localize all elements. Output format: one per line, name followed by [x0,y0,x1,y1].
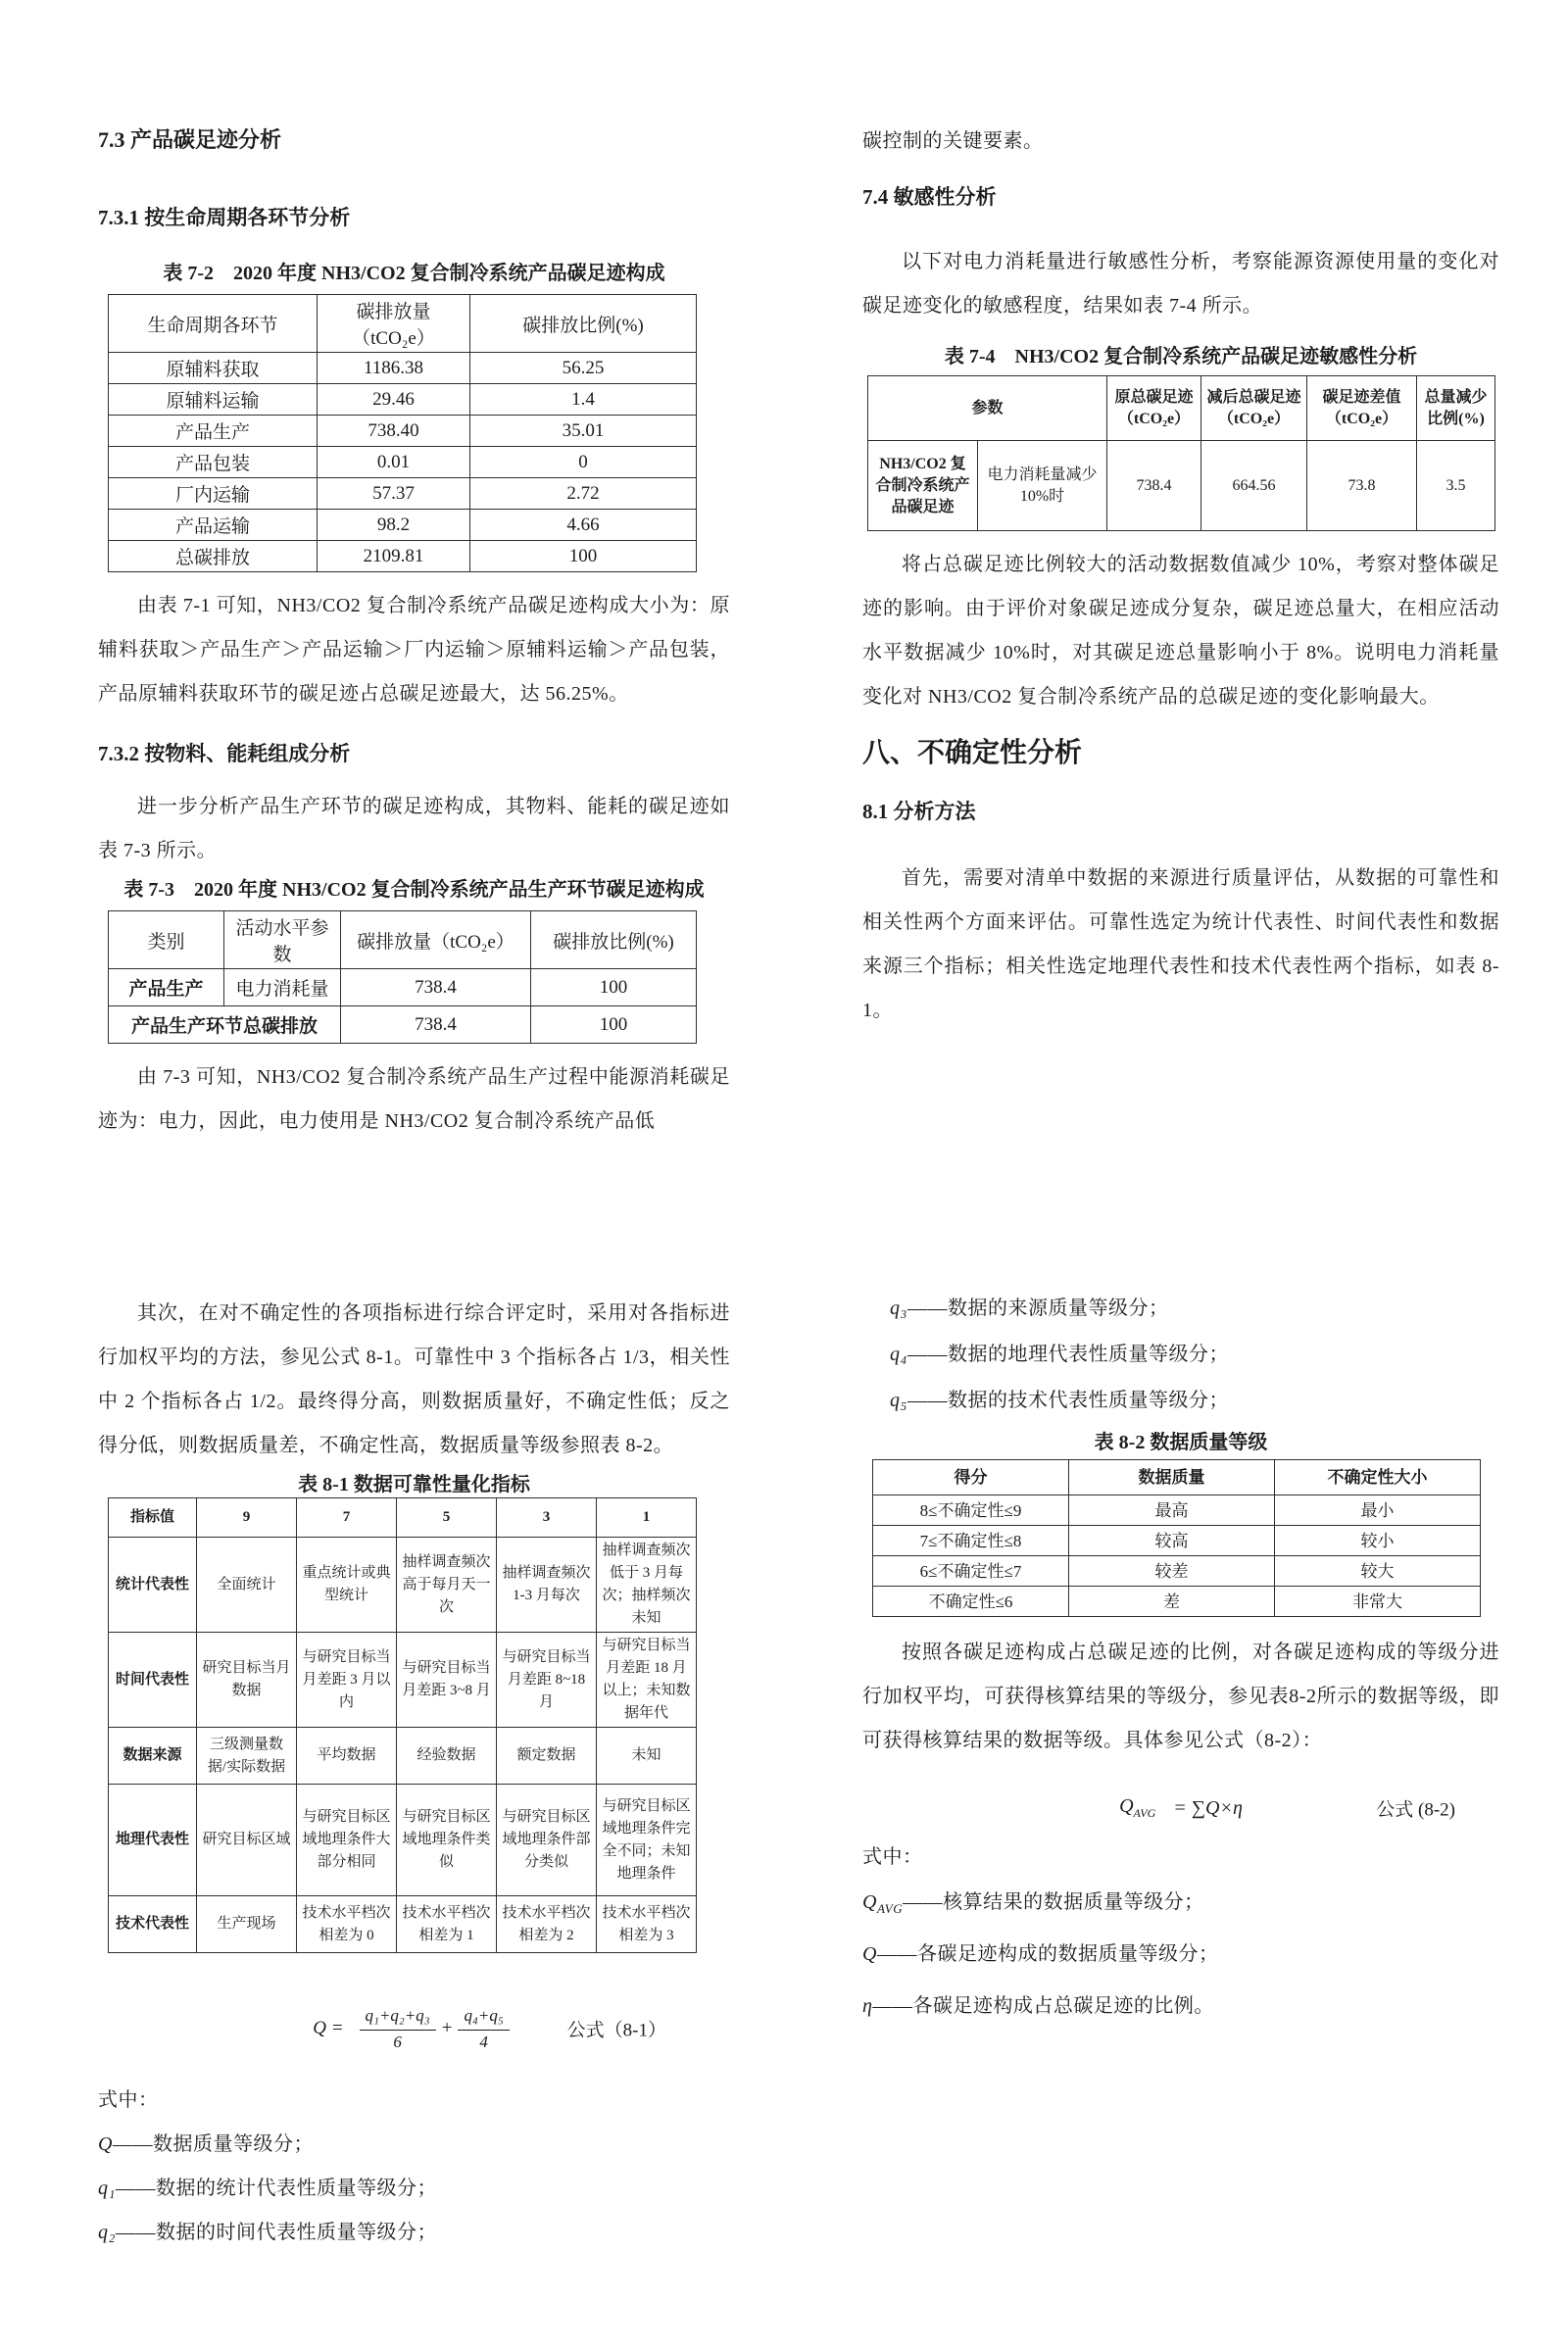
table-row [873,1587,1481,1617]
table-cell: 与研究目标当月差距 3~8 月 [397,1633,497,1728]
column-header: 1 [597,1498,697,1538]
table-cell: 4.66 [470,510,697,541]
table-cell: 抽样调查频次低于 3 月每次；抽样频次未知 [597,1538,697,1633]
table-cell: 1.4 [470,384,697,416]
paragraph: 由 7-3 可知，NH3/CO2 复合制冷系统产品生产过程中能源消耗碳足迹为：电力，因此，电力使用是 NH3/CO2 复合制冷系统产品低 [98,1066,730,1132]
symbol-definition: q₅——数据的技术代表性质量等级分； [890,1390,1229,1411]
table-cell: 电力消耗量减少 10%时 [978,441,1107,531]
table-row [109,1728,697,1785]
column-header: 参数 [868,376,1107,441]
column-header: 指标值 [109,1498,197,1538]
table-cell: 0.01 [318,447,470,478]
section-heading-7-3-1: 7.3.1 按生命周期各环节分析 [98,206,351,229]
table-cell: 2.72 [470,478,697,510]
table-cell: 6≤不确定性≤7 [873,1556,1069,1587]
paragraph-continuation: 碳控制的关键要素。 [862,130,1044,152]
formula-lhs: $Q_{AVG}$ [1119,1795,1156,1820]
table-cell: 2109.81 [318,541,470,572]
section-heading-7-4: 7.4 敏感性分析 [862,185,997,209]
formula-label: 公式 (8-2) [1376,1799,1455,1821]
table-cell: 664.56 [1201,441,1307,531]
table-row [109,1498,697,1538]
section-heading-8-1: 8.1 分析方法 [862,800,976,823]
symbol-definition: q₁——数据的统计代表性质量等级分； [98,2178,437,2199]
table-cell: 产品包装 [109,447,318,478]
table-cell: 额定数据 [497,1728,597,1785]
table-7-3-caption: 表 7-3 2020 年度 NH3/CO2 复合制冷系统产品生产环节碳足迹构成 [123,879,705,901]
table-cell: 738.4 [1107,441,1201,531]
row-header: 数据来源 [109,1728,197,1785]
table-cell: 产品生产 [109,416,318,447]
symbol-definition: $Q_{AVG}——$核算结果的数据质量等级分； [862,1891,1204,1916]
table-row [109,384,697,416]
table-row [109,416,697,447]
table-7-4-caption: 表 7-4 NH3/CO2 复合制冷系统产品碳足迹敏感性分析 [944,346,1418,368]
table-7-4 [867,375,1495,531]
table-row [868,376,1495,441]
table-row [109,447,697,478]
table-cell: 抽样调查频次高于每月天一次 [397,1538,497,1633]
table-row [109,1785,697,1896]
table-row [109,353,697,384]
table-cell: 100 [531,1006,697,1044]
table-8-1-caption: 表 8-1 数据可靠性量化指标 [298,1474,530,1495]
symbol-definition: Q——各碳足迹构成的数据质量等级分； [862,1943,1219,1965]
table-cell: 总碳排放 [109,541,318,572]
table-row [109,969,697,1006]
table-cell: 技术水平档次相差为 2 [497,1896,597,1953]
table-8-1 [108,1497,697,1953]
section-heading-7-3: 7.3 产品碳足迹分析 [98,127,282,152]
table-cell: 生产现场 [197,1896,297,1953]
table-cell: 100 [470,541,697,572]
column-header: 7 [297,1498,397,1538]
table-7-2 [108,294,697,572]
table-row [109,1633,697,1728]
symbol-definition: q₃——数据的来源质量等级分； [890,1298,1169,1319]
column-header: 总量减少比例(%) [1417,376,1495,441]
formula-rhs: = ∑Q×η [1173,1796,1243,1819]
table-cell: 3.5 [1417,441,1495,531]
column-header: 减后总碳足迹（tCO₂e） [1201,376,1307,441]
paragraph: 其次，在对不确定性的各项指标进行综合评定时，采用对各指标进行加权平均的方法，参见公式 8-1。可靠性中 3 个指标各占 1/3，相关性中 2 个指标各占 1/2。最终得分高，则数据质量好，不确定性低；反之得分低，则数据质量差，不确定性高，数据质量等级参照表 8-2。 [98,1302,730,1456]
table-cell: 与研究目标区域地理条件类似 [397,1785,497,1896]
table-cell: 抽样调查频次 1-3 月每次 [497,1538,597,1633]
table-row [109,478,697,510]
table-cell: 较大 [1275,1556,1481,1587]
page-3 [0,1176,784,2352]
table-cell: NH3/CO2 复合制冷系统产品碳足迹 [868,441,978,531]
formula-lhs: Q = [313,2018,344,2038]
table-cell: 与研究目标当月差距 18 月以上；未知数据年代 [597,1633,697,1728]
table-cell: 738.4 [341,969,531,1006]
paragraph: 进一步分析产品生产环节的碳足迹构成，其物料、能耗的碳足迹如表 7-3 所示。 [98,796,730,861]
table-cell: 98.2 [318,510,470,541]
row-header: 地理代表性 [109,1785,197,1896]
table-cell: 三级测量数据/实际数据 [197,1728,297,1785]
table-cell: 产品生产 [109,969,224,1006]
column-header: 碳足迹差值（tCO₂e） [1307,376,1417,441]
table-row [868,441,1495,531]
table-row [873,1556,1481,1587]
table-cell: 56.25 [470,353,697,384]
table-cell: 电力消耗量 [224,969,341,1006]
row-header: 统计代表性 [109,1538,197,1633]
table-row [873,1460,1481,1495]
column-header: 碳排放量（tCO₂e） [341,911,531,969]
table-cell: 与研究目标当月差距 3 月以内 [297,1633,397,1728]
row-header: 时间代表性 [109,1633,197,1728]
fraction: $\frac{\text{q₄+q₅}}{4}$ [458,2004,509,2054]
table-cell: 100 [531,969,697,1006]
table-row [109,1006,697,1044]
symbol-definition: q₂——数据的时间代表性质量等级分； [98,2222,437,2243]
column-header: 数据质量 [1069,1460,1275,1495]
column-header: 原总碳足迹（tCO₂e） [1107,376,1201,441]
table-row [109,510,697,541]
column-header: 3 [497,1498,597,1538]
table-cell: 差 [1069,1587,1275,1617]
table-cell: 技术水平档次相差为 1 [397,1896,497,1953]
table-cell: 研究目标区域 [197,1785,297,1896]
table-cell: 与研究目标区域地理条件完全不同；未知地理条件 [597,1785,697,1896]
table-cell: 29.46 [318,384,470,416]
table-cell: 较小 [1275,1526,1481,1556]
table-cell: 未知 [597,1728,697,1785]
table-cell: 1186.38 [318,353,470,384]
column-header: 9 [197,1498,297,1538]
table-cell: 8≤不确定性≤9 [873,1495,1069,1526]
section-heading-7-3-2: 7.3.2 按物料、能耗组成分析 [98,742,351,765]
symbol-definition: η——各碳足迹构成占总碳足迹的比例。 [862,1995,1214,2017]
table-cell: 57.37 [318,478,470,510]
page-4 [784,1176,1568,2352]
table-cell: 产品生产环节总碳排放 [109,1006,341,1044]
column-header: 不确定性大小 [1275,1460,1481,1495]
table-cell: 技术水平档次相差为 3 [597,1896,697,1953]
chapter-heading-8: 八、不确定性分析 [862,738,1083,768]
table-cell: 与研究目标区域地理条件部分类似 [497,1785,597,1896]
column-header: 碳排放比例(%) [531,911,697,969]
table-cell: 73.8 [1307,441,1417,531]
table-row [873,1526,1481,1556]
table-cell: 738.40 [318,416,470,447]
table-cell: 较高 [1069,1526,1275,1556]
table-cell: 原辅料运输 [109,384,318,416]
table-cell: 与研究目标区域地理条件大部分相同 [297,1785,397,1896]
table-row [109,1538,697,1633]
table-cell: 平均数据 [297,1728,397,1785]
table-cell: 重点统计或典型统计 [297,1538,397,1633]
table-cell: 经验数据 [397,1728,497,1785]
table-cell: 7≤不确定性≤8 [873,1526,1069,1556]
symbol-definition: Q——数据质量等级分； [98,2133,314,2155]
table-cell: 较差 [1069,1556,1275,1587]
table-cell: 35.01 [470,416,697,447]
paragraph: 首先，需要对清单中数据的来源进行质量评估，从数据的可靠性和相关性两个方面来评估。可靠性选定为统计代表性、时间代表性和数据来源三个指标；相关性选定地理代表性和技术代表性两个指标，如表 8-1。 [862,867,1499,1021]
table-cell: 最小 [1275,1495,1481,1526]
table-cell: 技术水平档次相差为 0 [297,1896,397,1953]
column-header: 类别 [109,911,224,969]
formula-8-1: Q = $\frac{\text{q₁+q₂+q₃}}{6}$ + $\frac{\text{q₄+q₅}}{4}$ 公式（8-1） [98,1992,730,2065]
table-cell: 厂内运输 [109,478,318,510]
column-header: 得分 [873,1460,1069,1495]
paragraph: 以下对电力消耗量进行敏感性分析，考察能源资源使用量的变化对碳足迹变化的敏感程度，结果如表 7-4 所示。 [862,251,1499,317]
table-cell: 全面统计 [197,1538,297,1633]
column-header: 碳排放比例(%) [470,295,697,353]
table-row [109,911,697,969]
fraction: $\frac{\text{q₁+q₂+q₃}}{6}$ [360,2004,436,2054]
formula-label: 公式（8-1） [566,2020,666,2041]
row-header: 技术代表性 [109,1896,197,1953]
formula-where-label: 式中： [862,1846,923,1868]
table-cell: 与研究目标当月差距 8~18 月 [497,1633,597,1728]
paragraph: 将占总碳足迹比例较大的活动数据数值减少 10%，考察对整体碳足迹的影响。由于评价对象碳足迹成分复杂，碳足迹总量大，在相应活动水平数据减少 10%时，对其碳足迹总量影响小于 8%。说明电力消耗量变化对 NH3/CO2 复合制冷系统产品的总碳足迹的变化影响最大。 [862,554,1499,708]
table-row [109,295,697,353]
table-cell: 738.4 [341,1006,531,1044]
table-cell: 不确定性≤6 [873,1587,1069,1617]
paragraph: 由表 7-1 可知，NH3/CO2 复合制冷系统产品碳足迹构成大小为：原辅料获取＞产品生产＞产品运输＞厂内运输＞原辅料运输＞产品包装，产品原辅料获取环节的碳足迹占总碳足迹最大，达 56.25%。 [98,595,730,705]
symbol-definition: q₄——数据的地理代表性质量等级分； [890,1344,1229,1365]
table-cell: 研究目标当月数据 [197,1633,297,1728]
formula-where-label: 式中： [98,2089,159,2111]
table-row [109,541,697,572]
table-cell: 0 [470,447,697,478]
column-header: 生命周期各环节 [109,295,318,353]
table-cell: 产品运输 [109,510,318,541]
formula-8-2 [862,1788,1499,1828]
page-2 [784,0,1568,1176]
table-8-2-caption: 表 8-2 数据质量等级 [1094,1432,1268,1453]
paragraph: 按照各碳足迹构成占总碳足迹的比例，对各碳足迹构成的等级分进行加权平均，可获得核算结果的等级分，参见表8-2所示的数据等级，即可获得核算结果的数据等级。具体参见公式（8-2）： [862,1642,1499,1751]
page-1 [0,0,784,1176]
table-8-2 [872,1459,1481,1617]
table-cell: 非常大 [1275,1587,1481,1617]
table-7-2-caption: 表 7-2 2020 年度 NH3/CO2 复合制冷系统产品碳足迹构成 [163,263,665,284]
table-cell: 最高 [1069,1495,1275,1526]
column-header: 活动水平参数 [224,911,341,969]
table-row [873,1495,1481,1526]
table-row [109,1896,697,1953]
column-header: 5 [397,1498,497,1538]
table-7-3 [108,910,697,1044]
table-cell: 原辅料获取 [109,353,318,384]
column-header: 碳排放量（tCO₂e） [318,295,470,353]
